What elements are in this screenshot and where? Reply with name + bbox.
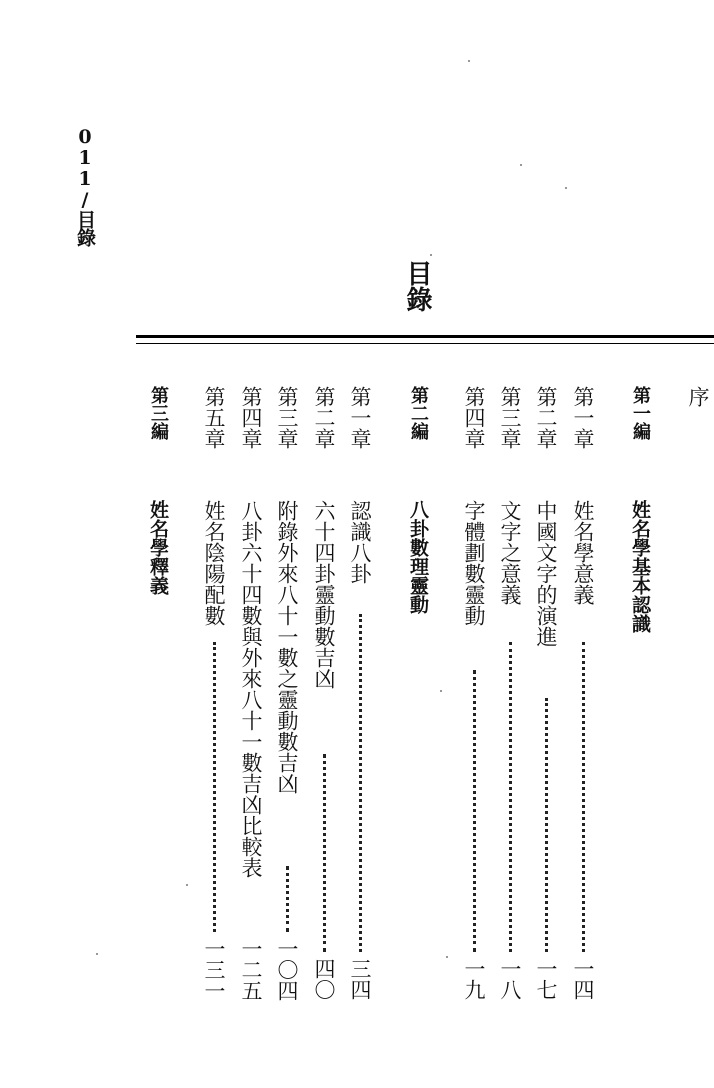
chapter-label: 第三章 [498,386,522,449]
chapter-label: 第四章 [239,386,263,449]
leader-dots [323,754,326,952]
toc-entry-1-4[interactable] [460,386,490,1016]
toc-entry-2-3[interactable] [273,386,303,1016]
scan-speck [440,690,442,692]
leader-dots [286,866,289,932]
part-1-label: 第一編 [630,386,651,440]
chapter-label: 第三章 [275,386,299,449]
chapter-title: 認識八卦 [348,500,372,584]
page-number-header: 011/目錄 [74,126,96,246]
chapter-page-number: 一七 [534,958,558,1000]
toc-entry-preface[interactable] [684,386,714,1016]
toc-part-2[interactable] [404,386,434,1016]
part-2-title: 八卦數理靈動 [407,500,429,614]
preface-label: 序 [686,386,710,407]
title-divider-thin [136,343,714,344]
page-title: 目錄 [402,260,432,312]
chapter-page-number: 一四 [571,958,595,1000]
chapter-page-number: 四〇 [312,958,336,1000]
toc-entry-2-1[interactable] [346,386,376,1016]
scan-speck [96,953,98,955]
leader-dots [213,642,216,932]
chapter-title: 六十四卦靈動數吉凶 [312,500,336,689]
chapter-page-number: 一〇四 [275,938,299,1001]
toc-entry-1-2[interactable] [532,386,562,1016]
leader-dots [473,670,476,952]
title-divider-thick [136,335,714,338]
chapter-label: 第一章 [571,386,595,449]
scan-speck [520,164,522,166]
part-2-label: 第二編 [408,386,429,440]
chapter-title: 姓名學意義 [571,500,595,605]
scan-speck [565,187,567,189]
toc-entry-2-2[interactable] [310,386,340,1016]
scan-speck [186,884,188,886]
chapter-page-number: 一八 [498,958,522,1000]
chapter-title: 字體劃數靈動 [462,500,486,626]
leader-dots [545,698,548,952]
chapter-page-number: 一九 [462,958,486,1000]
part-3-label: 第三編 [148,386,169,440]
toc-part-1[interactable] [626,386,656,1016]
leader-dots [582,642,585,952]
chapter-page-number: 一三一 [202,938,226,1001]
scan-speck [430,254,432,256]
part-1-title: 姓名學基本認識 [629,500,651,633]
chapter-label: 第五章 [202,386,226,449]
part-3-title: 姓名學釋義 [147,500,169,595]
chapter-label: 第四章 [462,386,486,449]
toc-entry-2-4[interactable] [237,386,267,1016]
chapter-page-number: 一二五 [239,938,263,1001]
scan-speck [468,60,470,62]
scan-speck [446,956,448,958]
toc-entry-1-3[interactable] [496,386,526,1016]
chapter-title: 姓名陰陽配數 [202,500,226,626]
chapter-title: 文字之意義 [498,500,522,605]
toc-entry-1-1[interactable] [569,386,599,1016]
chapter-title: 八卦六十四數與外來八十一數吉凶比較表 [239,500,263,878]
chapter-label: 第一章 [348,386,372,449]
toc-part-3[interactable] [144,386,174,1016]
toc-entry-2-5[interactable] [200,386,230,1016]
chapter-label: 第二章 [312,386,336,449]
leader-dots [359,614,362,952]
chapter-label: 第二章 [534,386,558,449]
chapter-title: 附錄外來八十一數之靈動數吉凶 [275,500,299,794]
leader-dots [509,642,512,952]
chapter-title: 中國文字的演進 [534,500,558,647]
chapter-page-number: 三四 [348,958,372,1000]
